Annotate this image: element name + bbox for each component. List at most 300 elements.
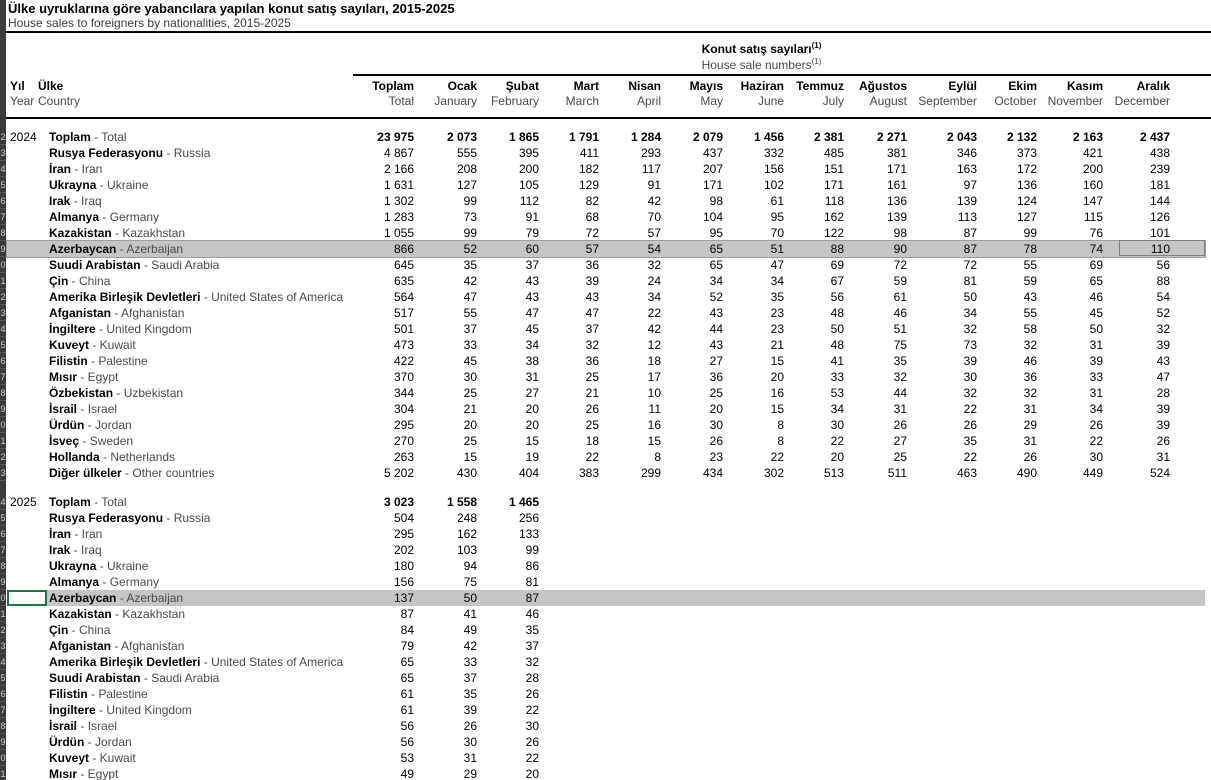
row-number[interactable]: 6 bbox=[0, 353, 6, 369]
value-cell[interactable]: 29 bbox=[463, 767, 477, 780]
value-cell[interactable]: 35 bbox=[525, 623, 539, 637]
value-cell[interactable]: 411 bbox=[579, 146, 599, 160]
value-cell[interactable]: 34 bbox=[709, 274, 723, 288]
value-cell[interactable]: 381 bbox=[886, 146, 907, 160]
value-cell[interactable] bbox=[784, 574, 844, 590]
value-cell[interactable] bbox=[661, 670, 723, 686]
value-cell[interactable]: 5 202 bbox=[383, 466, 414, 480]
year-cell[interactable] bbox=[7, 417, 49, 433]
value-cell[interactable]: 8 bbox=[777, 418, 784, 432]
value-cell[interactable] bbox=[599, 702, 661, 718]
value-cell[interactable]: 161 bbox=[886, 178, 907, 192]
value-cell[interactable]: 46 bbox=[893, 306, 907, 320]
value-cell[interactable]: 21 bbox=[585, 386, 599, 400]
value-cell[interactable] bbox=[907, 558, 977, 574]
value-cell[interactable] bbox=[661, 686, 723, 702]
value-cell[interactable] bbox=[599, 718, 661, 734]
country-cell[interactable]: İsrail - Israel bbox=[49, 402, 118, 416]
value-cell[interactable] bbox=[1103, 654, 1170, 670]
value-cell[interactable]: 26 bbox=[893, 418, 907, 432]
value-cell[interactable]: 395 bbox=[518, 146, 539, 160]
value-cell[interactable] bbox=[844, 574, 907, 590]
value-cell[interactable]: 15 bbox=[463, 450, 477, 464]
value-cell[interactable]: 524 bbox=[1149, 466, 1170, 480]
value-cell[interactable] bbox=[661, 558, 723, 574]
value-cell[interactable]: 55 bbox=[1023, 306, 1037, 320]
value-cell[interactable] bbox=[539, 702, 599, 718]
value-cell[interactable] bbox=[599, 542, 661, 558]
value-cell[interactable]: 2 271 bbox=[876, 130, 907, 144]
value-cell[interactable]: 48 bbox=[830, 306, 844, 320]
value-cell[interactable]: 35 bbox=[893, 354, 907, 368]
value-cell[interactable]: 22 bbox=[963, 450, 977, 464]
row-number[interactable]: 7 bbox=[0, 542, 6, 558]
value-cell[interactable]: 47 bbox=[525, 306, 539, 320]
value-cell[interactable]: 22 bbox=[647, 306, 661, 320]
value-cell[interactable] bbox=[1037, 510, 1103, 526]
value-cell[interactable]: 90 bbox=[893, 242, 907, 256]
year-cell[interactable] bbox=[7, 654, 49, 670]
value-cell[interactable]: 56 bbox=[400, 735, 414, 749]
year-cell[interactable]: 2024 bbox=[10, 130, 37, 144]
year-cell[interactable] bbox=[7, 369, 49, 385]
value-cell[interactable] bbox=[844, 558, 907, 574]
year-cell[interactable] bbox=[7, 558, 49, 574]
value-cell[interactable] bbox=[661, 750, 723, 766]
value-cell[interactable]: 438 bbox=[1149, 146, 1170, 160]
value-cell[interactable] bbox=[977, 622, 1037, 638]
country-cell[interactable]: Özbekistan - Uzbekistan bbox=[49, 386, 184, 400]
country-cell[interactable]: Ürdün - Jordan bbox=[49, 418, 132, 432]
value-cell[interactable]: 31 bbox=[1156, 450, 1170, 464]
value-cell[interactable] bbox=[1103, 718, 1170, 734]
value-cell[interactable] bbox=[844, 702, 907, 718]
row-number[interactable]: 0 bbox=[0, 590, 6, 606]
country-cell[interactable]: Ukrayna - Ukraine bbox=[49, 178, 149, 192]
value-cell[interactable] bbox=[1103, 686, 1170, 702]
country-cell[interactable]: Azerbaycan - Azerbaijan bbox=[49, 591, 184, 605]
value-cell[interactable]: 37 bbox=[525, 258, 539, 272]
value-cell[interactable]: 56 bbox=[1156, 258, 1170, 272]
value-cell[interactable]: 31 bbox=[1023, 434, 1037, 448]
value-cell[interactable]: 34 bbox=[830, 402, 844, 416]
value-cell[interactable] bbox=[907, 766, 977, 780]
value-cell[interactable]: 36 bbox=[709, 370, 723, 384]
value-cell[interactable]: 2 132 bbox=[1006, 130, 1037, 144]
value-cell[interactable]: 36 bbox=[585, 354, 599, 368]
value-cell[interactable]: 34 bbox=[770, 274, 784, 288]
value-cell[interactable] bbox=[907, 494, 977, 510]
value-cell[interactable]: 163 bbox=[956, 162, 977, 176]
year-cell[interactable] bbox=[7, 638, 49, 654]
value-cell[interactable]: 239 bbox=[1149, 162, 1170, 176]
value-cell[interactable]: 20 bbox=[525, 402, 539, 416]
value-cell[interactable]: 45 bbox=[463, 354, 477, 368]
value-cell[interactable]: 103 bbox=[456, 543, 477, 557]
value-cell[interactable]: 37 bbox=[463, 322, 477, 336]
value-cell[interactable]: 30 bbox=[709, 418, 723, 432]
value-cell[interactable]: 81 bbox=[963, 274, 977, 288]
value-cell[interactable]: 171 bbox=[702, 178, 723, 192]
value-cell[interactable]: 1 631 bbox=[383, 178, 414, 192]
value-cell[interactable]: 26 bbox=[1089, 418, 1103, 432]
value-cell[interactable]: 32 bbox=[585, 338, 599, 352]
year-cell[interactable] bbox=[7, 670, 49, 686]
value-cell[interactable] bbox=[539, 718, 599, 734]
year-cell[interactable] bbox=[7, 686, 49, 702]
country-cell[interactable]: Irak - Iraq bbox=[49, 543, 102, 557]
value-cell[interactable] bbox=[784, 590, 844, 606]
value-cell[interactable]: 22 bbox=[830, 434, 844, 448]
value-cell[interactable] bbox=[844, 542, 907, 558]
value-cell[interactable]: 23 bbox=[770, 306, 784, 320]
value-cell[interactable] bbox=[661, 542, 723, 558]
value-cell[interactable]: 87 bbox=[525, 591, 539, 605]
value-cell[interactable]: 117 bbox=[641, 162, 661, 176]
value-cell[interactable]: 87 bbox=[400, 607, 414, 621]
value-cell[interactable]: 104 bbox=[702, 210, 723, 224]
value-cell[interactable] bbox=[539, 686, 599, 702]
value-cell[interactable] bbox=[723, 574, 784, 590]
value-cell[interactable]: 25 bbox=[893, 450, 907, 464]
value-cell[interactable] bbox=[844, 734, 907, 750]
value-cell[interactable]: 302 bbox=[763, 466, 784, 480]
value-cell[interactable]: 50 bbox=[963, 290, 977, 304]
value-cell[interactable]: 91 bbox=[647, 178, 661, 192]
value-cell[interactable]: 41 bbox=[830, 354, 844, 368]
value-cell[interactable] bbox=[599, 766, 661, 780]
row-number[interactable]: 6 bbox=[0, 686, 6, 702]
value-cell[interactable] bbox=[977, 590, 1037, 606]
value-cell[interactable] bbox=[539, 542, 599, 558]
value-cell[interactable]: 501 bbox=[393, 322, 414, 336]
value-cell[interactable]: 112 bbox=[519, 194, 539, 208]
year-cell[interactable] bbox=[7, 353, 49, 369]
value-cell[interactable]: 76 bbox=[1089, 226, 1103, 240]
value-cell[interactable]: 1 283 bbox=[383, 210, 414, 224]
value-cell[interactable]: 645 bbox=[393, 258, 414, 272]
value-cell[interactable]: 17 bbox=[647, 370, 661, 384]
value-cell[interactable] bbox=[784, 494, 844, 510]
value-cell[interactable]: 43 bbox=[525, 290, 539, 304]
value-cell[interactable] bbox=[599, 654, 661, 670]
value-cell[interactable]: 136 bbox=[1016, 178, 1037, 192]
value-cell[interactable] bbox=[1037, 766, 1103, 780]
value-cell[interactable] bbox=[907, 638, 977, 654]
value-cell[interactable]: 42 bbox=[463, 274, 477, 288]
value-cell[interactable]: 101 bbox=[1149, 226, 1170, 240]
value-cell[interactable]: 129 bbox=[578, 178, 599, 192]
value-cell[interactable]: 1 055 bbox=[383, 226, 414, 240]
value-cell[interactable] bbox=[844, 686, 907, 702]
year-cell[interactable] bbox=[7, 449, 49, 465]
country-cell[interactable]: Toplam - Total bbox=[49, 495, 127, 509]
row-number[interactable]: 6 bbox=[0, 526, 6, 542]
row-number[interactable]: 8 bbox=[0, 718, 6, 734]
value-cell[interactable]: 23 bbox=[770, 322, 784, 336]
value-cell[interactable]: 49 bbox=[463, 623, 477, 637]
value-cell[interactable] bbox=[784, 510, 844, 526]
value-cell[interactable]: 449 bbox=[1082, 466, 1103, 480]
country-cell[interactable]: Çin - China bbox=[49, 274, 111, 288]
value-cell[interactable] bbox=[1037, 702, 1103, 718]
value-cell[interactable]: 437 bbox=[702, 146, 723, 160]
value-cell[interactable]: 504 bbox=[393, 511, 414, 525]
country-cell[interactable]: Hollanda - Netherlands bbox=[49, 450, 176, 464]
country-cell[interactable]: İsveç - Sweden bbox=[49, 434, 134, 448]
country-cell[interactable]: Almanya - Germany bbox=[49, 210, 160, 224]
value-cell[interactable]: 72 bbox=[585, 226, 599, 240]
value-cell[interactable]: 373 bbox=[1016, 146, 1037, 160]
value-cell[interactable] bbox=[539, 622, 599, 638]
value-cell[interactable]: 30 bbox=[525, 719, 539, 733]
value-cell[interactable]: 27 bbox=[893, 434, 907, 448]
value-cell[interactable] bbox=[844, 494, 907, 510]
country-cell[interactable]: Kuveyt - Kuwait bbox=[49, 751, 136, 765]
value-cell[interactable]: 2 043 bbox=[946, 130, 977, 144]
value-cell[interactable] bbox=[599, 622, 661, 638]
value-cell[interactable]: 55 bbox=[1023, 258, 1037, 272]
value-cell[interactable]: 86 bbox=[525, 559, 539, 573]
value-cell[interactable]: 511 bbox=[887, 466, 907, 480]
value-cell[interactable]: 47 bbox=[585, 306, 599, 320]
value-cell[interactable] bbox=[661, 734, 723, 750]
value-cell[interactable] bbox=[784, 654, 844, 670]
value-cell[interactable]: 35 bbox=[770, 290, 784, 304]
value-cell[interactable]: 635 bbox=[393, 274, 414, 288]
value-cell[interactable] bbox=[784, 750, 844, 766]
row-number[interactable]: 9 bbox=[0, 241, 6, 257]
value-cell[interactable] bbox=[661, 702, 723, 718]
value-cell[interactable]: 20 bbox=[463, 418, 477, 432]
value-cell[interactable]: 28 bbox=[1156, 386, 1170, 400]
value-cell[interactable] bbox=[661, 638, 723, 654]
value-cell[interactable]: 65 bbox=[709, 242, 723, 256]
value-cell[interactable]: 39 bbox=[1156, 338, 1170, 352]
value-cell[interactable]: 91 bbox=[525, 210, 539, 224]
value-cell[interactable] bbox=[1037, 750, 1103, 766]
value-cell[interactable] bbox=[723, 750, 784, 766]
value-cell[interactable]: 75 bbox=[893, 338, 907, 352]
value-cell[interactable]: 30 bbox=[463, 370, 477, 384]
value-cell[interactable] bbox=[723, 526, 784, 542]
value-cell[interactable]: 383 bbox=[578, 466, 599, 480]
value-cell[interactable] bbox=[784, 526, 844, 542]
year-cell[interactable] bbox=[7, 177, 49, 193]
value-cell[interactable]: 99 bbox=[1023, 226, 1037, 240]
value-cell[interactable]: 52 bbox=[1156, 306, 1170, 320]
value-cell[interactable]: 115 bbox=[1083, 210, 1103, 224]
value-cell[interactable]: 99 bbox=[525, 543, 539, 557]
value-cell[interactable]: 182 bbox=[578, 162, 599, 176]
value-cell[interactable]: 47 bbox=[1156, 370, 1170, 384]
value-cell[interactable]: 102 bbox=[763, 178, 784, 192]
value-cell[interactable]: 69 bbox=[1089, 258, 1103, 272]
value-cell[interactable]: 98 bbox=[709, 194, 723, 208]
value-cell[interactable]: 113 bbox=[957, 210, 977, 224]
value-cell[interactable]: 11 bbox=[648, 402, 661, 416]
value-cell[interactable] bbox=[661, 574, 723, 590]
value-cell[interactable] bbox=[539, 734, 599, 750]
value-cell[interactable] bbox=[844, 510, 907, 526]
value-cell[interactable] bbox=[977, 654, 1037, 670]
value-cell[interactable]: 54 bbox=[647, 242, 661, 256]
value-cell[interactable]: 162 bbox=[456, 527, 477, 541]
value-cell[interactable]: 15 bbox=[647, 434, 661, 448]
value-cell[interactable]: 20 bbox=[830, 450, 844, 464]
value-cell[interactable]: 434 bbox=[702, 466, 723, 480]
value-cell[interactable]: 32 bbox=[893, 370, 907, 384]
value-cell[interactable]: 29 bbox=[1023, 418, 1037, 432]
value-cell[interactable]: 473 bbox=[393, 338, 414, 352]
value-cell[interactable]: 181 bbox=[1149, 178, 1170, 192]
value-cell[interactable]: 31 bbox=[525, 370, 539, 384]
country-cell[interactable]: İran - Iran bbox=[49, 527, 103, 541]
country-cell[interactable]: Ürdün - Jordan bbox=[49, 735, 132, 749]
value-cell[interactable]: 26 bbox=[463, 719, 477, 733]
year-cell[interactable] bbox=[7, 385, 49, 401]
value-cell[interactable]: 52 bbox=[709, 290, 723, 304]
country-cell[interactable]: Mısır - Egypt bbox=[49, 767, 119, 780]
row-number[interactable]: 0 bbox=[0, 750, 6, 766]
value-cell[interactable]: 1 558 bbox=[446, 495, 477, 509]
value-cell[interactable] bbox=[784, 670, 844, 686]
value-cell[interactable] bbox=[539, 638, 599, 654]
value-cell[interactable]: 127 bbox=[456, 178, 477, 192]
value-cell[interactable] bbox=[1037, 734, 1103, 750]
value-cell[interactable]: 37 bbox=[525, 639, 539, 653]
value-cell[interactable]: 2 079 bbox=[692, 130, 723, 144]
value-cell[interactable]: 12 bbox=[647, 338, 661, 352]
row-number[interactable]: 5 bbox=[0, 337, 6, 353]
value-cell[interactable]: 344 bbox=[393, 386, 414, 400]
value-cell[interactable]: 1 465 bbox=[508, 495, 539, 509]
value-cell[interactable]: 105 bbox=[518, 178, 539, 192]
country-cell[interactable]: Afganistan - Afghanistan bbox=[49, 639, 185, 653]
value-cell[interactable]: 200 bbox=[1082, 162, 1103, 176]
value-cell[interactable]: 78 bbox=[1023, 242, 1037, 256]
value-cell[interactable]: 8 bbox=[654, 450, 661, 464]
value-cell[interactable]: 72 bbox=[963, 258, 977, 272]
value-cell[interactable]: 34 bbox=[963, 306, 977, 320]
value-cell[interactable] bbox=[1103, 494, 1170, 510]
value-cell[interactable]: 47 bbox=[463, 290, 477, 304]
value-cell[interactable]: 31 bbox=[1089, 338, 1103, 352]
value-cell[interactable]: 110 bbox=[1150, 242, 1170, 256]
value-cell[interactable]: 70 bbox=[770, 226, 784, 240]
value-cell[interactable] bbox=[907, 734, 977, 750]
value-cell[interactable] bbox=[844, 750, 907, 766]
value-cell[interactable] bbox=[1103, 510, 1170, 526]
value-cell[interactable]: 46 bbox=[1089, 290, 1103, 304]
row-number[interactable]: 4 bbox=[0, 321, 6, 337]
value-cell[interactable] bbox=[723, 494, 784, 510]
value-cell[interactable] bbox=[539, 574, 599, 590]
country-cell[interactable]: Amerika Birleşik Devletleri - United States of America bbox=[49, 655, 344, 669]
value-cell[interactable]: 36 bbox=[1023, 370, 1037, 384]
country-cell[interactable]: Mısır - Egypt bbox=[49, 370, 119, 384]
value-cell[interactable]: 39 bbox=[963, 354, 977, 368]
value-cell[interactable]: 39 bbox=[1156, 402, 1170, 416]
value-cell[interactable] bbox=[1037, 542, 1103, 558]
value-cell[interactable] bbox=[723, 622, 784, 638]
value-cell[interactable]: 43 bbox=[1156, 354, 1170, 368]
value-cell[interactable] bbox=[1037, 718, 1103, 734]
value-cell[interactable]: 139 bbox=[956, 194, 977, 208]
value-cell[interactable] bbox=[907, 526, 977, 542]
value-cell[interactable] bbox=[784, 702, 844, 718]
value-cell[interactable]: 95 bbox=[770, 210, 784, 224]
value-cell[interactable]: 118 bbox=[824, 194, 844, 208]
value-cell[interactable]: 30 bbox=[830, 418, 844, 432]
value-cell[interactable]: 1 302 bbox=[383, 194, 414, 208]
row-number[interactable]: 4 bbox=[0, 161, 6, 177]
value-cell[interactable]: 38 bbox=[525, 354, 539, 368]
value-cell[interactable]: 42 bbox=[463, 639, 477, 653]
row-number[interactable]: 3 bbox=[0, 145, 6, 161]
value-cell[interactable] bbox=[539, 558, 599, 574]
year-cell[interactable]: 2025 bbox=[10, 495, 37, 509]
value-cell[interactable]: 36 bbox=[585, 258, 599, 272]
value-cell[interactable]: 32 bbox=[963, 386, 977, 400]
value-cell[interactable]: 517 bbox=[393, 306, 414, 320]
value-cell[interactable]: 15 bbox=[770, 402, 784, 416]
value-cell[interactable] bbox=[1037, 526, 1103, 542]
value-cell[interactable] bbox=[723, 670, 784, 686]
value-cell[interactable]: 57 bbox=[647, 226, 661, 240]
value-cell[interactable] bbox=[1103, 734, 1170, 750]
value-cell[interactable]: 15 bbox=[770, 354, 784, 368]
value-cell[interactable] bbox=[1103, 606, 1170, 622]
value-cell[interactable]: 53 bbox=[830, 386, 844, 400]
value-cell[interactable] bbox=[1103, 766, 1170, 780]
year-cell[interactable] bbox=[7, 225, 49, 241]
value-cell[interactable] bbox=[907, 542, 977, 558]
value-cell[interactable]: 35 bbox=[463, 258, 477, 272]
value-cell[interactable] bbox=[539, 606, 599, 622]
value-cell[interactable]: 50 bbox=[830, 322, 844, 336]
value-cell[interactable]: 156 bbox=[763, 162, 784, 176]
value-cell[interactable]: 1 456 bbox=[753, 130, 784, 144]
value-cell[interactable]: 50 bbox=[463, 591, 477, 605]
row-number[interactable]: 2 bbox=[0, 449, 6, 465]
value-cell[interactable]: 72 bbox=[893, 258, 907, 272]
row-number[interactable]: 7 bbox=[0, 702, 6, 718]
year-cell[interactable] bbox=[7, 321, 49, 337]
value-cell[interactable] bbox=[784, 622, 844, 638]
row-number[interactable]: 1 bbox=[0, 273, 6, 289]
value-cell[interactable]: 4 867 bbox=[383, 146, 414, 160]
value-cell[interactable]: 26 bbox=[963, 418, 977, 432]
value-cell[interactable] bbox=[723, 718, 784, 734]
value-cell[interactable] bbox=[723, 654, 784, 670]
year-cell[interactable] bbox=[7, 622, 49, 638]
year-cell[interactable] bbox=[7, 257, 49, 273]
year-cell[interactable] bbox=[7, 734, 49, 750]
value-cell[interactable] bbox=[977, 606, 1037, 622]
value-cell[interactable] bbox=[539, 590, 599, 606]
value-cell[interactable]: 59 bbox=[1023, 274, 1037, 288]
value-cell[interactable]: 31 bbox=[893, 402, 907, 416]
value-cell[interactable] bbox=[977, 638, 1037, 654]
value-cell[interactable]: 65 bbox=[400, 671, 414, 685]
value-cell[interactable]: 32 bbox=[963, 322, 977, 336]
row-number[interactable]: 1 bbox=[0, 606, 6, 622]
value-cell[interactable]: 20 bbox=[709, 402, 723, 416]
value-cell[interactable]: 88 bbox=[1156, 274, 1170, 288]
value-cell[interactable]: 59 bbox=[893, 274, 907, 288]
value-cell[interactable]: 26 bbox=[1023, 450, 1037, 464]
